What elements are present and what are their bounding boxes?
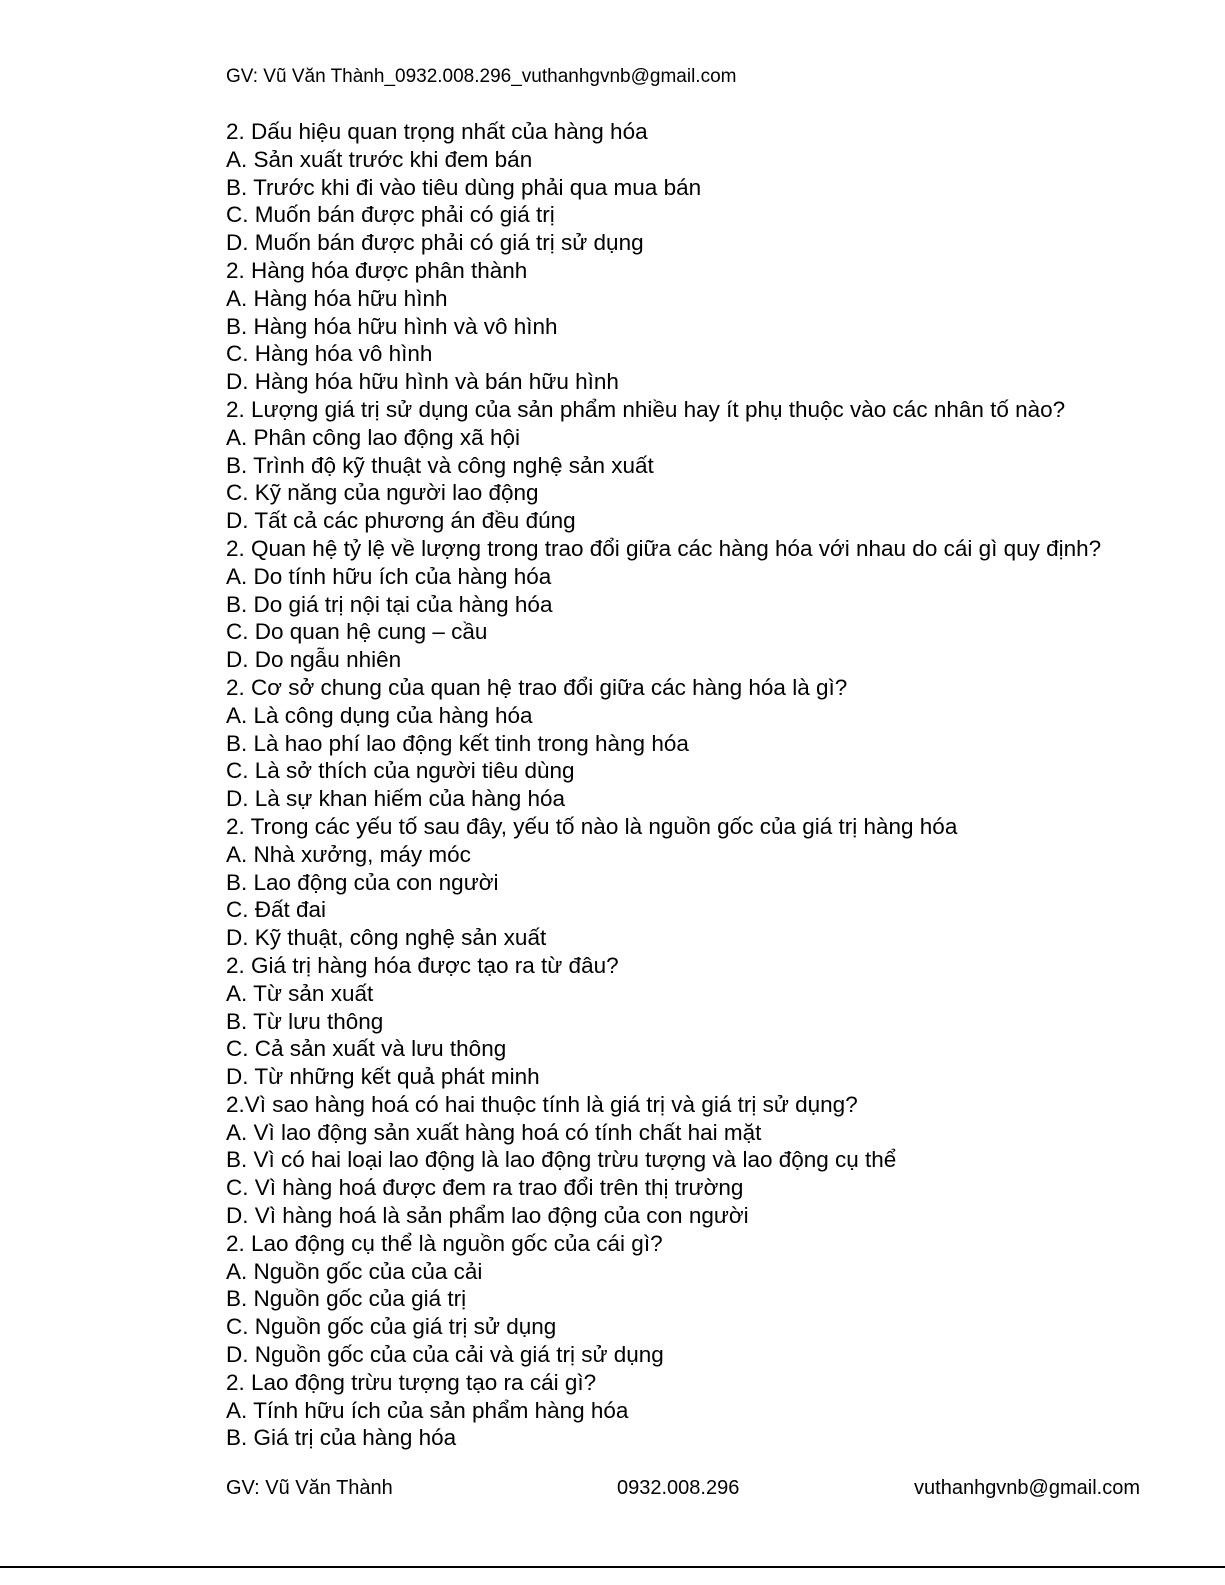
question-9 (226, 1230, 1186, 1369)
answer-option-b: B. Lao động của con người (226, 869, 499, 895)
answer-option-a: A. Tính hữu ích của sản phẩm hàng hóa (226, 1397, 629, 1423)
question-stem: 2. Dấu hiệu quan trọng nhất của hàng hóa (226, 119, 648, 144)
question-5 (226, 674, 1186, 813)
answer-option-c: C. Muốn bán được phải có giá trị (226, 202, 555, 228)
answer-option-d: D. Kỹ thuật, công nghệ sản xuất (226, 925, 547, 951)
answer-option-b: B. Giá trị của hàng hóa (226, 1425, 457, 1451)
answer-option-a: A. Là công dụng của hàng hóa (226, 702, 533, 728)
question-stem: 2. Lao động trừu tượng tạo ra cái gì? (226, 1369, 597, 1395)
answer-option-c: C. Là sở thích của người tiêu dùng (226, 758, 575, 784)
question-7 (226, 952, 1186, 1091)
answer-option-a: A. Nguồn gốc của của cải (226, 1258, 483, 1284)
answer-option-c: C. Cả sản xuất và lưu thông (226, 1036, 507, 1062)
question-stem: 2. Trong các yếu tố sau đây, yếu tố nào là nguồn gốc của giá trị hàng hóa (226, 813, 958, 839)
answer-option-c: C. Đất đai (226, 897, 327, 923)
answer-option-b: B. Hàng hóa hữu hình và vô hình (226, 313, 558, 339)
answer-option-d: D. Muốn bán được phải có giá trị sử dụng (226, 230, 644, 256)
answer-option-b: B. Là hao phí lao động kết tinh trong hàng hóa (226, 730, 689, 756)
answer-option-c: C. Nguồn gốc của giá trị sử dụng (226, 1314, 557, 1340)
answer-option-a: A. Do tính hữu ích của hàng hóa (226, 563, 552, 589)
answer-option-a: A. Nhà xưởng, máy móc (226, 841, 471, 867)
answer-option-c: C. Kỹ năng của người lao động (226, 480, 539, 506)
answer-option-d: D. Là sự khan hiếm của hàng hóa (226, 786, 566, 812)
answer-option-d: D. Hàng hóa hữu hình và bán hữu hình (226, 369, 619, 395)
question-4 (226, 535, 1186, 674)
answer-option-d: D. Từ những kết quả phát minh (226, 1064, 540, 1090)
answer-option-a: A. Hàng hóa hữu hình (226, 285, 448, 311)
footer-teacher-name: GV: Vũ Văn Thành (226, 1477, 393, 1499)
page-header: GV: Vũ Văn Thành_0932.008.296_vuthanhgvnb@gmail.com (226, 66, 737, 87)
question-stem: 2.Vì sao hàng hoá có hai thuộc tính là giá trị và giá trị sử dụng? (226, 1091, 858, 1117)
question-10 (226, 1369, 1186, 1452)
answer-option-d: D. Nguồn gốc của của cải và giá trị sử dụng (226, 1342, 664, 1368)
answer-option-b: B. Do giá trị nội tại của hàng hóa (226, 591, 553, 617)
footer-email: vuthanhgvnb@gmail.com (914, 1477, 1140, 1499)
answer-option-a: A. Từ sản xuất (226, 980, 374, 1006)
question-stem: 2. Lượng giá trị sử dụng của sản phẩm nhiều hay ít phụ thuộc vào các nhân tố nào? (226, 396, 1066, 422)
question-stem: 2. Hàng hóa được phân thành (226, 257, 528, 283)
footer-phone: 0932.008.296 (617, 1477, 740, 1499)
question-2 (226, 257, 1186, 396)
answer-option-b: B. Trước khi đi vào tiêu dùng phải qua mua bán (226, 174, 702, 200)
question-stem: 2. Giá trị hàng hóa được tạo ra từ đâu? (226, 952, 619, 978)
question-list (226, 118, 1186, 1452)
question-3 (226, 396, 1186, 535)
question-6 (226, 813, 1186, 952)
answer-option-b: B. Vì có hai loại lao động là lao động trừu tượng và lao động cụ thể (226, 1147, 897, 1173)
answer-option-a: A. Sản xuất trước khi đem bán (226, 146, 533, 172)
answer-option-c: C. Hàng hóa vô hình (226, 341, 433, 367)
question-1 (226, 118, 1186, 257)
answer-option-d: D. Tất cả các phương án đều đúng (226, 508, 576, 534)
answer-option-d: D. Vì hàng hoá là sản phẩm lao động của con người (226, 1203, 749, 1229)
answer-option-a: A. Vì lao động sản xuất hàng hoá có tính chất hai mặt (226, 1119, 762, 1145)
answer-option-a: A. Phân công lao động xã hội (226, 424, 520, 450)
question-stem: 2. Cơ sở chung của quan hệ trao đổi giữa các hàng hóa là gì? (226, 674, 848, 700)
question-stem: 2. Lao động cụ thể là nguồn gốc của cái gì? (226, 1230, 663, 1256)
answer-option-b: B. Trình độ kỹ thuật và công nghệ sản xuất (226, 452, 654, 478)
answer-option-b: B. Nguồn gốc của giá trị (226, 1286, 467, 1312)
answer-option-b: B. Từ lưu thông (226, 1008, 384, 1034)
page-footer (226, 1475, 1140, 1501)
answer-option-d: D. Do ngẫu nhiên (226, 647, 402, 673)
bottom-divider (0, 1566, 1225, 1568)
answer-option-c: C. Vì hàng hoá được đem ra trao đổi trên thị trường (226, 1175, 744, 1201)
answer-option-c: C. Do quan hệ cung – cầu (226, 619, 488, 645)
question-stem: 2. Quan hệ tỷ lệ về lượng trong trao đổi giữa các hàng hóa với nhau do cái gì quy định? (226, 535, 1102, 561)
question-8 (226, 1091, 1186, 1230)
